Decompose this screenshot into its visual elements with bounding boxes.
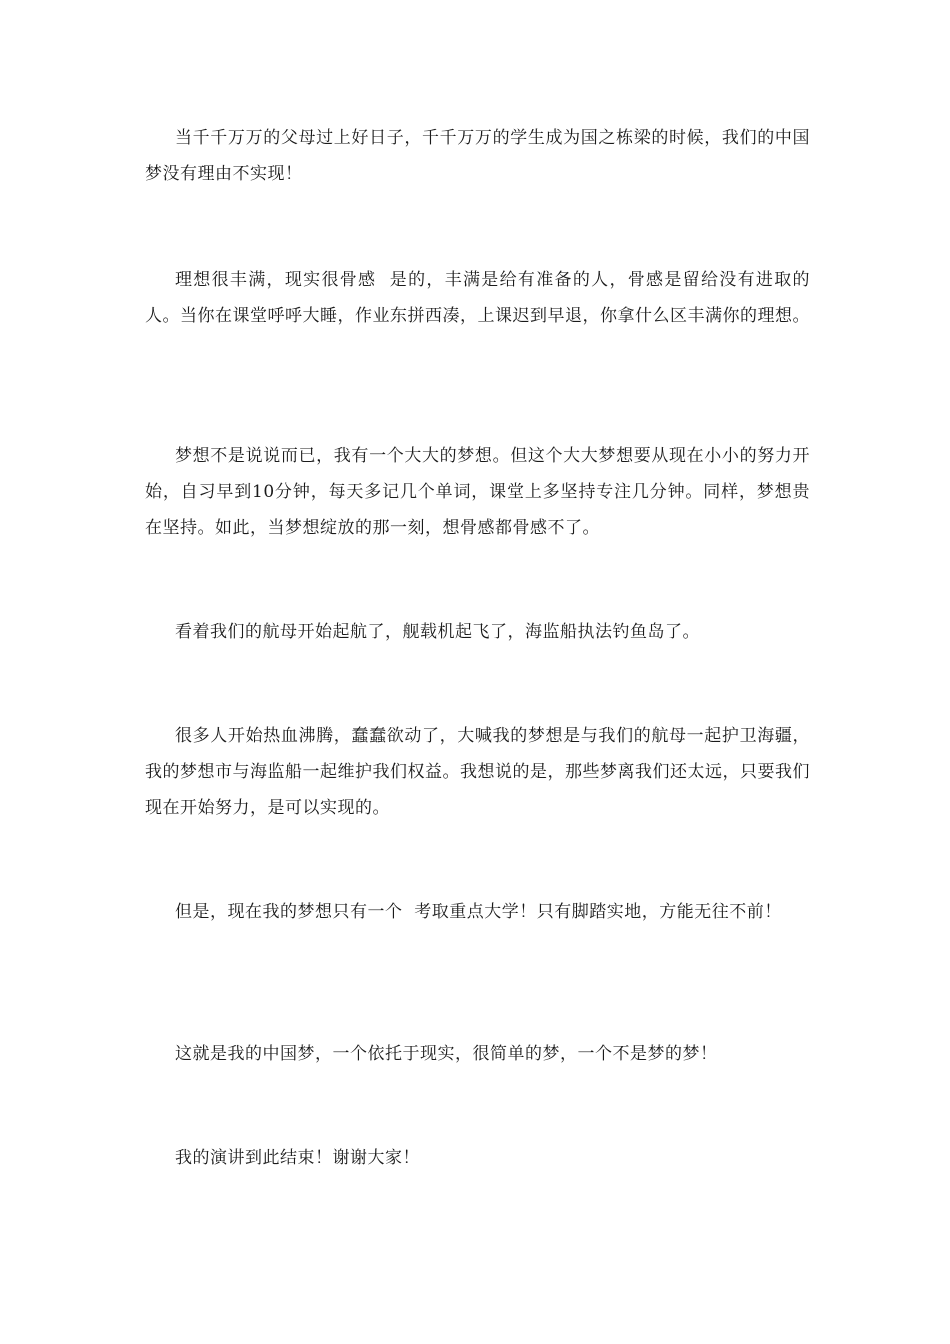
- paragraph-3: 梦想不是说说而已，我有一个大大的梦想。但这个大大梦想要从现在小小的努力开始，自习早到10分钟，每天多记几个单词，课堂上多坚持专注几分钟。同样，梦想贵在坚持。如此，当梦想绽放的那一刻，想骨感都骨感不了。: [145, 446, 810, 538]
- paragraph-8: 我的演讲到此结束！谢谢大家！: [175, 1148, 420, 1168]
- paragraph-5: 很多人开始热血沸腾，蠢蠢欲动了，大喊我的梦想是与我们的航母一起护卫海疆，我的梦想市与海监船一起维护我们权益。我想说的是，那些梦离我们还太远，只要我们现在开始努力，是可以实现的。: [145, 726, 810, 818]
- paragraph-4: 看着我们的航母开始起航了，舰载机起飞了，海监船执法钓鱼岛了。: [175, 622, 700, 642]
- paragraph-2: 理想很丰满，现实很骨感 是的，丰满是给有准备的人，骨感是留给没有进取的人。当你在课堂呼呼大睡，作业东拼西凑，上课迟到早退，你拿什么区丰满你的理想。: [145, 270, 810, 326]
- paragraph-7: 这就是我的中国梦，一个依托于现实，很简单的梦，一个不是梦的梦！: [175, 1044, 718, 1064]
- paragraph-1: 当千千万万的父母过上好日子，千千万万的学生成为国之栋梁的时候，我们的中国梦没有理由不实现！: [145, 128, 810, 184]
- paragraph-6: 但是，现在我的梦想只有一个 考取重点大学！只有脚踏实地，方能无往不前！: [175, 902, 782, 922]
